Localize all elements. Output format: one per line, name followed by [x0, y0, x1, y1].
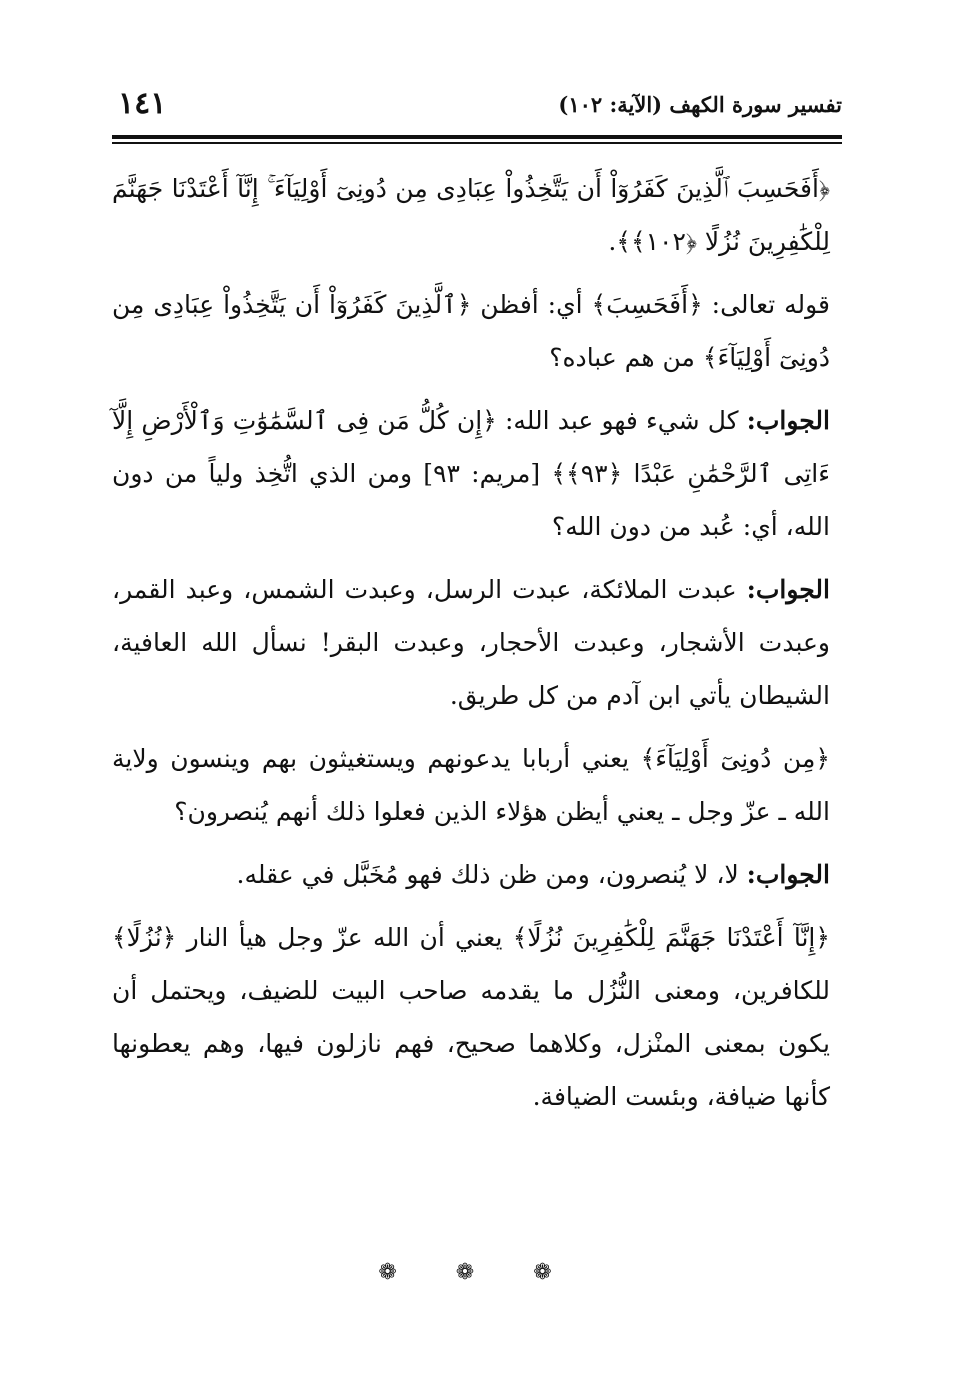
- section-end-ornaments: ❁ ❁ ❁: [378, 1260, 578, 1285]
- answer-paragraph-1: [112, 394, 830, 553]
- answer-label: الجواب:: [746, 406, 830, 435]
- answer-label: الجواب:: [746, 860, 830, 889]
- page-number: ١٤١: [118, 86, 167, 121]
- quran-verse: ﴿أَفَحَسِبَ ٱلَّذِينَ كَفَرُوٓاْ أَن يَتَّخِذُواْ عِبَادِى مِن دُونِىٓ أَوْلِيَآءَ ۚ إِنَّآ أَعْتَدْنَا جَهَنَّمَ لِلْكَٰفِرِينَ نُزُلًا ﴿١٠٢﴾﴾.: [112, 174, 830, 256]
- answer-paragraph-3: [112, 848, 830, 901]
- answer-text: عبدت الملائكة، عبدت الرسل، وعبدت الشمس، وعبد القمر، وعبدت الأشجار، وعبدت الأحجار، وعبدت البقر! نسأل الله العافية، الشيطان يأتي ابن آدم من كل طريق.: [112, 575, 830, 710]
- running-title: تفسير سورة الكهف (الآية: ١٠٢): [558, 92, 842, 117]
- commentary-text: قوله تعالى: ﴿أَفَحَسِبَ﴾ أي: أفظن ﴿ٱلَّذِينَ كَفَرُوٓاْ أَن يَتَّخِذُواْ عِبَادِى مِن دُونِىٓ أَوْلِيَآءَ﴾ من هم عباده؟: [112, 290, 830, 372]
- commentary-text: ﴿إِنَّآ أَعْتَدْنَا جَهَنَّمَ لِلْكَٰفِرِينَ نُزُلًا﴾ يعني أن الله عزّ وجل هيأ النار ﴿نُزُلًا﴾ للكافرين، ومعنى النُّزُل ما يقدمه صاحب البيت للضيف، ويحتمل أن يكون بمعنى المنْزل، وكلاهما صحيح، فهم نازلون فيها، وهم يعطونها كأنها ضيافة، وبئست الضيافة.: [112, 923, 831, 1111]
- answer-label: الجواب:: [746, 575, 830, 604]
- answer-text: لا، لا يُنصرون، ومن ظن ذلك فهو مُخَبَّل في عقله.: [236, 860, 747, 889]
- page-header: [112, 84, 842, 140]
- commentary-paragraph-1: [112, 278, 830, 384]
- answer-text: كل شيء فهو عبد الله: ﴿إِن كُلُّ مَن فِى ٱلسَّمَٰوَٰتِ وَٱلْأَرْضِ إِلَّآ ءَاتِى ٱلرَّحْمَٰنِ عَبْدًا ﴿٩٣﴾﴾ [مريم: ٩٣] ومن الذي اتُّخِذ ولياً من دون الله، أي: عُبد من دون الله؟: [112, 406, 831, 541]
- commentary-text: ﴿مِن دُونِىٓ أَوْلِيَآءَ﴾ يعني أربابا يدعونهم ويستغيثون بهم وينسون ولاية الله ـ عزّ وجل ـ يعني أيظن هؤلاء الذين فعلوا ذلك أنهم يُنصرون؟: [112, 744, 830, 826]
- quran-verse-paragraph: [112, 162, 830, 268]
- commentary-paragraph-3: [112, 911, 830, 1123]
- body-text: [112, 162, 830, 1133]
- answer-paragraph-2: [112, 563, 830, 722]
- commentary-paragraph-2: [112, 732, 830, 838]
- header-rule-thick: [112, 135, 842, 139]
- header-rule-thin: [112, 142, 842, 144]
